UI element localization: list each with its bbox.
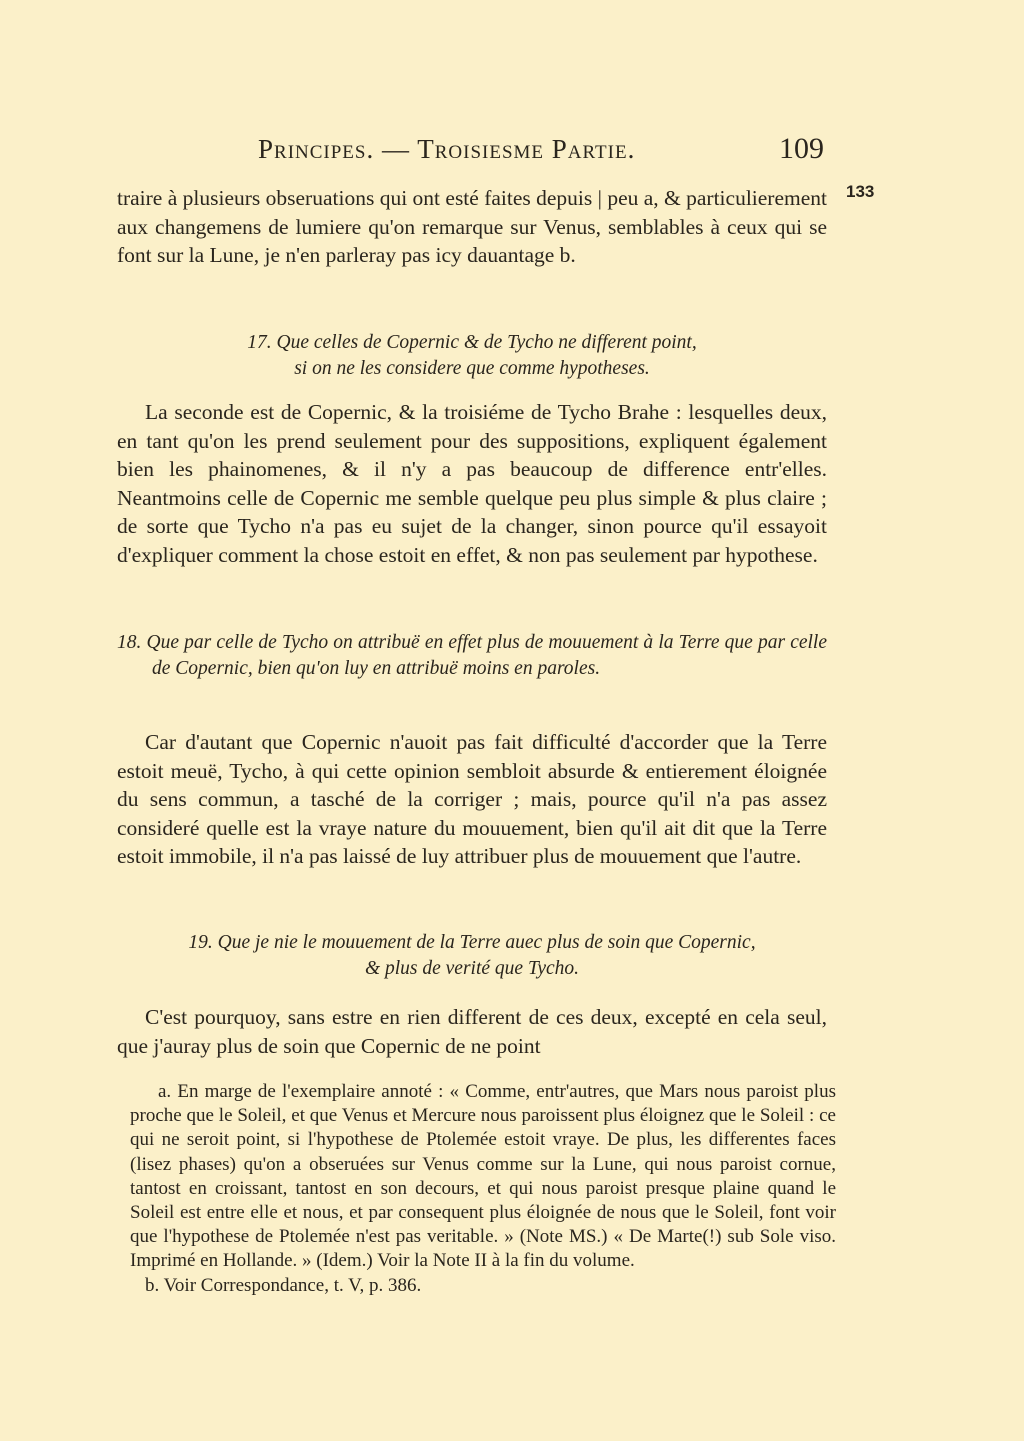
- section-17-heading-line-2: si on ne les considere que comme hypotheses.: [294, 358, 650, 379]
- section-18-heading: 18. Que par celle de Tycho on attribuë en effet plus de mouuement à la Terre que par celle de Copernic, bien qu'on luy en attribuë moins en paroles.: [117, 632, 827, 679]
- intro-paragraph-block: [117, 184, 827, 270]
- page-number: 109: [779, 132, 824, 165]
- heading-19-block: [117, 930, 827, 982]
- heading-17-block: [117, 330, 827, 382]
- section-17-paragraph-block: [117, 398, 827, 569]
- footnote-b: b. Voir Correspondance, t. V, p. 386.: [145, 1274, 422, 1296]
- section-17-paragraph: La seconde est de Copernic, & la troisiéme de Tycho Brahe : lesquelles deux, en tant qu'on les prend seulement pour des suppositions, expliquent également bien les phainomenes, & il n'y a pas beaucoup de difference entr'elles. Neantmoins celle de Copernic me semble quelque peu plus simple & plus claire ; de sorte que Tycho n'a pas eu sujet de la changer, sinon pource qu'il essayoit d'expliquer comment la chose estoit en effet, & non pas seulement par hypothese.: [117, 400, 827, 567]
- footnote-a: a. En marge de l'exemplaire annoté : « Comme, entr'autres, que Mars nous paroist plus proche que le Soleil, et que Venus et Mercure nous paroissent plus éloignez que le Soleil : ce qui ne seroit point, si l'hypothese de Ptolemée estoit vraye. De plus, les differentes faces (lisez phases) qu'on a obseruées sur Venus comme sur la Lune, qui nous paroist cornue, tantost en croissant, tantost en son decours, et qui nous paroist presque plaine quand le Soleil est entre elle et nous, et par consequent plus éloignée de nous que le Soleil, font voir que l'hypothese de Ptolemée n'est pas veritable. » (Note MS.) « De Marte(!) sub Sole viso. Imprimé en Hollande. » (Idem.) Voir la Note II à la fin du volume.: [130, 1081, 836, 1272]
- section-19-paragraph: C'est pourquoy, sans estre en rien different de ces deux, excepté en cela seul, que j'auray plus de soin que Copernic de ne point: [117, 1005, 827, 1058]
- footnotes: [130, 1080, 836, 1298]
- section-18-paragraph: Car d'autant que Copernic n'auoit pas fait difficulté d'accorder que la Terre estoit meuë, Tycho, à qui cette opinion sembloit absurde & entierement éloignée du sens commun, a tasché de la corriger ; mais, pource qu'il n'a pas assez consideré quelle est la vraye nature du mouuement, bien qu'il ait dit que la Terre estoit immobile, il n'a pas laissé de luy attribuer plus de mouuement que l'autre.: [117, 730, 827, 868]
- margin-reference-number: 133: [846, 182, 875, 201]
- section-18-paragraph-block: [117, 728, 827, 871]
- running-title: Principes. — Troisiesme Partie.: [258, 134, 636, 164]
- section-17-heading-line-1: 17. Que celles de Copernic & de Tycho ne different point,: [247, 332, 697, 353]
- section-19-paragraph-block: [117, 1003, 827, 1060]
- section-19-heading-line-2: & plus de verité que Tycho.: [364, 958, 580, 979]
- section-19-heading-line-1: 19. Que je nie le mouuement de la Terre auec plus de soin que Copernic,: [188, 932, 756, 953]
- heading-18-block: [117, 630, 827, 682]
- intro-paragraph: traire à plusieurs obseruations qui ont esté faites depuis | peu a, & particulierement aux changemens de lumiere qu'on remarque sur Venus, semblables à ceux qui se font sur la Lune, je n'en parleray pas icy dauantage b.: [117, 186, 828, 267]
